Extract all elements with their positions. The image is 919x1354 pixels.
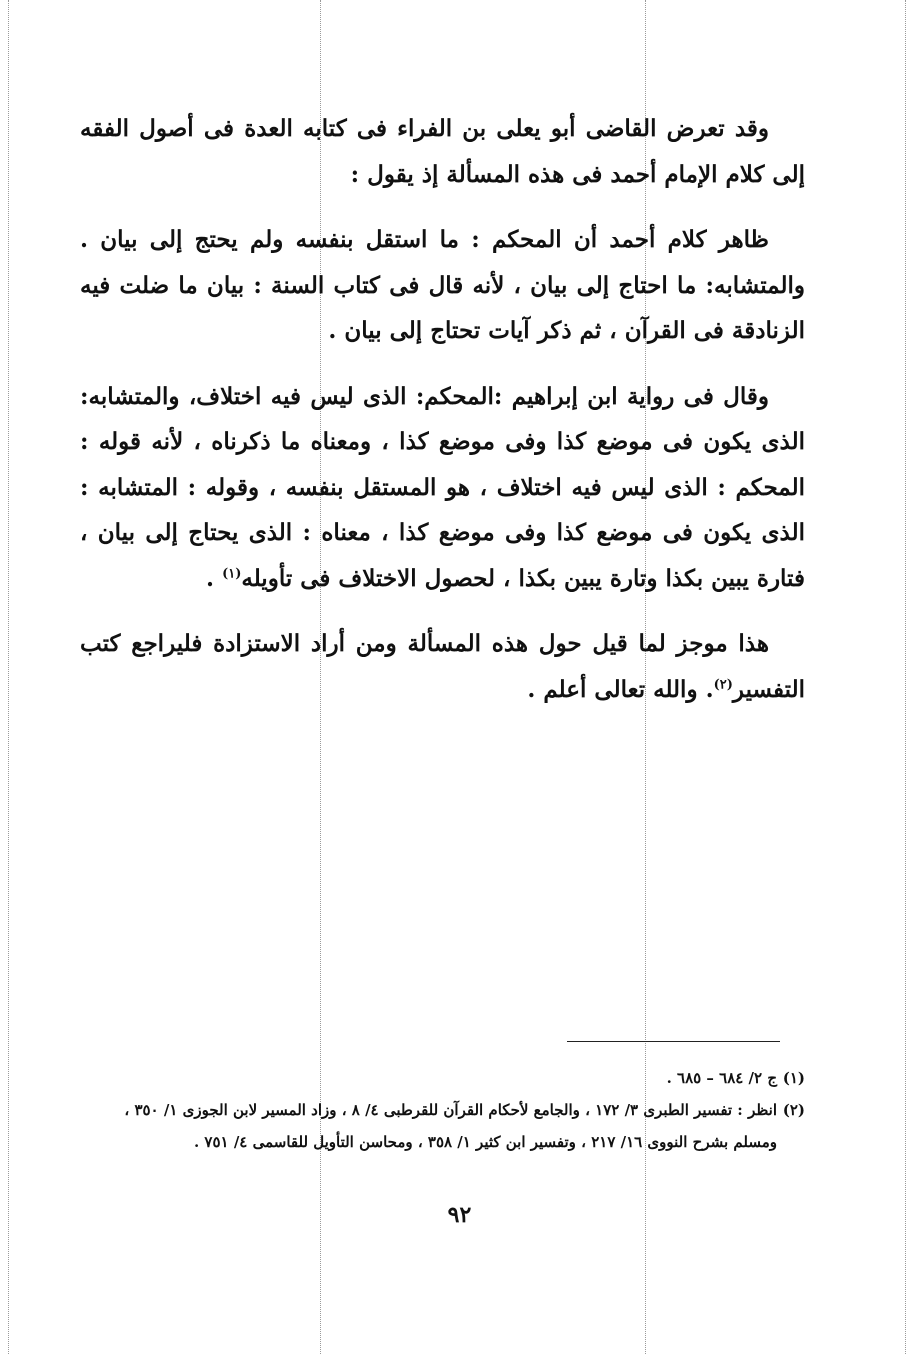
main-text bbox=[80, 106, 805, 732]
paragraph-2: ظاهر كلام أحمد أن المحكم : ما استقل بنفسه ولم يحتج إلى بيان . والمتشابه: ما احتاج إلى بيان ، لأنه قال فى كتاب السنة : بيان ما ضلت فيه الزنادقة فى القرآن ، ثم ذكر آيات تحتاج إلى بيان . bbox=[80, 226, 805, 344]
scan-guide-line bbox=[8, 0, 9, 1354]
footnote-separator bbox=[567, 1041, 780, 1042]
footnote-2-text: انظر : تفسير الطبرى ٣/ ١٧٢ ، والجامع لأحكام القرآن للقرطبى ٤/ ٨ ، وزاد المسير لابن الجوزى ١/ ٣٥٠ ، ومسلم بشرح النووى ١٦/ ٢١٧ ، وتفسير ابن كثير ١/ ٣٥٨ ، ومحاسن التأويل للقاسمى ٤/ ٧٥١ . bbox=[124, 1101, 777, 1151]
footnote-1 bbox=[80, 1062, 805, 1094]
footnote-ref-2: (٢) bbox=[713, 676, 733, 692]
paragraph-4-end: . والله تعالى أعلم . bbox=[527, 675, 714, 703]
paragraph-4-text: هذا موجز لما قيل حول هذه المسألة ومن أراد الاستزادة فليراجع كتب التفسير bbox=[80, 630, 805, 703]
footnote-1-number: (١) bbox=[782, 1069, 805, 1087]
paragraph-1: وقد تعرض القاضى أبو يعلى بن الفراء فى كتابه العدة فى أصول الفقه إلى كلام الإمام أحمد فى هذه المسألة إذ يقول : bbox=[80, 115, 805, 188]
scan-guide-line bbox=[905, 0, 906, 1354]
footnotes bbox=[80, 1062, 805, 1158]
footnote-2-number: (٢) bbox=[782, 1101, 805, 1119]
paragraph-3-end: . bbox=[206, 564, 223, 592]
footnote-2 bbox=[80, 1094, 805, 1158]
footnote-ref-1: (١) bbox=[222, 565, 242, 581]
paragraph-4 bbox=[80, 621, 805, 712]
footnote-1-text: ج ٢/ ٦٨٤ – ٦٨٥ . bbox=[666, 1069, 777, 1087]
page-number: ٩٢ bbox=[447, 1202, 472, 1228]
paragraph-3-text: وقال فى رواية ابن إبراهيم :المحكم: الذى ليس فيه اختلاف، والمتشابه: الذى يكون فى موضع كذا وفى موضع كذا ، ومعناه ما ذكرناه ، لأنه قوله : المحكم : الذى ليس فيه اختلاف ، هو المستقل بنفسه ، وقوله : المتشابه : الذى يكون فى موضع كذا وفى موضع كذا ، معناه : الذى يحتاج إلى بيان ، فتارة يبين بكذا وتارة يبين بكذا ، لحصول الاختلاف فى تأويله bbox=[80, 382, 805, 592]
paragraph-3 bbox=[80, 374, 805, 602]
